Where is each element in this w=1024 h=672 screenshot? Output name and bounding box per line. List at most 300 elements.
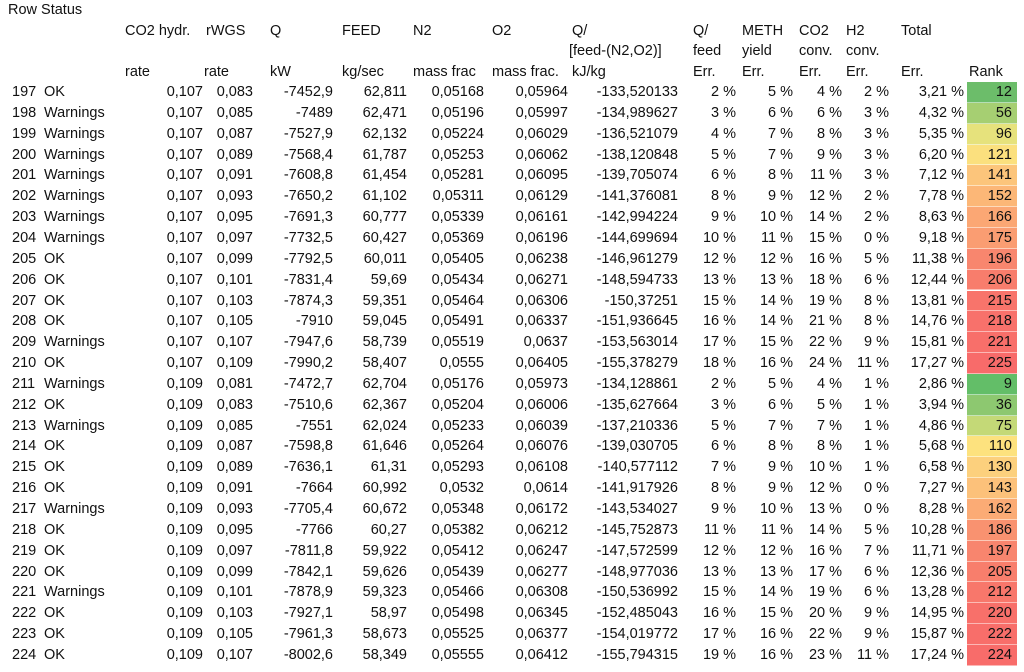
q-value: -7878,9 — [283, 584, 333, 601]
o2-mass-frac: 0,06337 — [515, 313, 568, 330]
feed-value: 60,777 — [362, 209, 407, 226]
unit-q-kw: kW — [270, 64, 291, 80]
total-err: 17,24 % — [910, 646, 964, 663]
col-header-meth-line2: yield — [742, 43, 772, 59]
h2-conv-err: 7 % — [864, 542, 889, 559]
rwgs-rate: 0,085 — [216, 417, 253, 434]
co2-conv-err: 16 % — [808, 542, 842, 559]
q-feed-err: 8 % — [711, 480, 736, 497]
q-net-value: -136,521079 — [596, 125, 678, 142]
q-net-value: -145,752873 — [596, 521, 678, 538]
q-feed-err: 16 % — [702, 605, 736, 622]
co2-conv-err: 9 % — [817, 146, 842, 163]
o2-mass-frac: 0,06377 — [515, 626, 568, 643]
row-id: 207 — [12, 292, 37, 309]
row-status: Warnings — [44, 146, 105, 163]
h2-conv-err: 2 % — [864, 84, 889, 100]
q-feed-err: 16 % — [702, 313, 736, 330]
co2-hydr-rate: 0,107 — [166, 209, 203, 226]
rank-cell: 205 — [967, 562, 1017, 583]
q-value: -7811,8 — [284, 542, 333, 559]
meth-yield-err: 7 % — [768, 125, 793, 142]
row-status: OK — [44, 480, 65, 497]
rwgs-rate: 0,099 — [216, 250, 253, 267]
rank-cell: 218 — [967, 311, 1017, 332]
col-header-meth: METH — [742, 23, 784, 39]
row-id: 212 — [12, 396, 37, 413]
row-status: OK — [44, 355, 65, 372]
total-err: 8,28 % — [918, 501, 964, 517]
n2-mass-frac: 0,05176 — [431, 375, 484, 392]
col-header-q: Q — [270, 23, 282, 39]
row-status: Warnings — [44, 125, 105, 142]
n2-mass-frac: 0,05264 — [431, 438, 484, 455]
row-id: 217 — [12, 501, 37, 517]
q-value: -7650,2 — [283, 188, 333, 205]
q-net-value: -147,572599 — [596, 542, 678, 559]
co2-conv-err: 12 % — [808, 188, 842, 205]
total-err: 10,28 % — [910, 521, 964, 538]
row-id: 198 — [12, 104, 37, 121]
q-feed-err: 10 % — [702, 229, 736, 246]
q-net-value: -146,961279 — [596, 250, 678, 267]
q-net-value: -137,210336 — [596, 417, 678, 434]
feed-value: 59,045 — [362, 313, 407, 330]
co2-conv-err: 10 % — [808, 459, 842, 476]
rwgs-rate: 0,095 — [216, 209, 253, 226]
n2-mass-frac: 0,0532 — [439, 480, 484, 497]
h2-conv-err: 3 % — [864, 167, 889, 184]
q-net-value: -144,699694 — [596, 229, 678, 246]
rank-cell: 152 — [967, 186, 1017, 207]
col-header-o2: O2 — [492, 23, 512, 39]
row-status: Warnings — [44, 104, 105, 121]
n2-mass-frac: 0,05339 — [431, 209, 484, 226]
o2-mass-frac: 0,06076 — [515, 438, 568, 455]
o2-mass-frac: 0,06247 — [515, 542, 568, 559]
feed-value: 61,646 — [362, 438, 407, 455]
feed-value: 59,626 — [362, 563, 407, 580]
co2-conv-err: 21 % — [808, 313, 842, 330]
row-status: OK — [44, 646, 65, 663]
rwgs-rate: 0,089 — [216, 459, 253, 476]
col-header-h2-conv: H2 — [846, 23, 865, 39]
col-header-q-net: Q/ — [572, 23, 588, 39]
q-net-value: -150,37251 — [604, 292, 678, 309]
feed-value: 62,704 — [362, 375, 407, 392]
total-err: 13,28 % — [910, 584, 964, 601]
total-err: 7,12 % — [918, 167, 964, 184]
meth-yield-err: 14 % — [759, 584, 793, 601]
total-err: 4,86 % — [918, 417, 964, 434]
col-header-total: Total — [901, 23, 932, 39]
row-status: OK — [44, 396, 65, 413]
col-header-rwgs: rWGS — [206, 23, 246, 39]
rwgs-rate: 0,105 — [216, 626, 253, 643]
h2-conv-err: 0 % — [864, 480, 889, 497]
meth-yield-err: 11 % — [761, 229, 793, 246]
n2-mass-frac: 0,05405 — [431, 250, 484, 267]
o2-mass-frac: 0,06306 — [515, 292, 568, 309]
unit-co2-err: Err. — [799, 64, 822, 80]
q-net-value: -148,594733 — [596, 271, 678, 288]
rank-cell: 222 — [967, 624, 1017, 645]
rwgs-rate: 0,097 — [216, 229, 253, 246]
rwgs-rate: 0,101 — [216, 271, 253, 288]
row-status: OK — [44, 605, 65, 622]
co2-conv-err: 14 % — [808, 521, 842, 538]
co2-conv-err: 24 % — [808, 355, 842, 372]
q-feed-err: 13 % — [702, 563, 736, 580]
row-status: OK — [44, 271, 65, 288]
co2-conv-err: 19 % — [808, 292, 842, 309]
q-feed-err: 12 % — [702, 250, 736, 267]
q-net-value: -138,120848 — [596, 146, 678, 163]
feed-value: 62,811 — [363, 84, 407, 100]
co2-hydr-rate: 0,109 — [166, 396, 203, 413]
meth-yield-err: 14 % — [759, 313, 793, 330]
row-status-header: Row Status — [8, 2, 83, 18]
row-status: OK — [44, 438, 65, 455]
o2-mass-frac: 0,06196 — [515, 229, 568, 246]
total-err: 4,32 % — [918, 104, 964, 121]
q-feed-err: 13 % — [702, 271, 736, 288]
unit-n2: mass frac — [413, 64, 476, 80]
q-feed-err: 17 % — [702, 626, 736, 643]
feed-value: 59,323 — [362, 584, 407, 601]
unit-total-err: Err. — [901, 64, 924, 80]
row-id: 223 — [12, 626, 37, 643]
row-status: Warnings — [44, 209, 105, 226]
rank-cell: 215 — [967, 291, 1017, 312]
co2-conv-err: 6 % — [817, 104, 842, 121]
feed-value: 58,407 — [362, 355, 407, 372]
unit-feed: kg/sec — [342, 64, 384, 80]
row-id: 220 — [12, 563, 37, 580]
h2-conv-err: 3 % — [864, 104, 889, 121]
q-value: -7961,3 — [283, 626, 333, 643]
n2-mass-frac: 0,05311 — [432, 188, 484, 205]
rwgs-rate: 0,089 — [216, 146, 253, 163]
co2-conv-err: 20 % — [808, 605, 842, 622]
q-feed-err: 9 % — [711, 501, 736, 517]
col-header-q-net-line2: [feed-(N2,O2)] — [569, 43, 662, 59]
h2-conv-err: 9 % — [864, 334, 889, 351]
rank-cell: 196 — [967, 249, 1017, 270]
q-feed-err: 7 % — [711, 459, 736, 476]
row-id: 205 — [12, 250, 37, 267]
meth-yield-err: 16 % — [759, 626, 793, 643]
o2-mass-frac: 0,06412 — [515, 646, 568, 663]
h2-conv-err: 5 % — [864, 250, 889, 267]
row-id: 219 — [12, 542, 37, 559]
rwgs-rate: 0,101 — [216, 584, 253, 601]
meth-yield-err: 14 % — [759, 292, 793, 309]
h2-conv-err: 8 % — [864, 313, 889, 330]
total-err: 14,95 % — [910, 605, 964, 622]
rank-cell: 96 — [967, 124, 1017, 145]
q-value: -7527,9 — [283, 125, 333, 142]
co2-hydr-rate: 0,109 — [166, 563, 203, 580]
feed-value: 58,739 — [362, 334, 407, 351]
total-err: 6,58 % — [918, 459, 964, 476]
n2-mass-frac: 0,05196 — [431, 104, 484, 121]
unit-o2: mass frac. — [492, 64, 559, 80]
meth-yield-err: 9 % — [768, 188, 793, 205]
q-feed-err: 6 % — [711, 438, 736, 455]
q-value: -8002,6 — [283, 646, 333, 663]
q-feed-err: 9 % — [711, 209, 736, 226]
meth-yield-err: 10 % — [759, 501, 793, 517]
h2-conv-err: 11 % — [857, 355, 889, 372]
q-value: -7874,3 — [283, 292, 333, 309]
meth-yield-err: 12 % — [759, 250, 793, 267]
q-value: -7489 — [295, 104, 333, 121]
co2-conv-err: 19 % — [808, 584, 842, 601]
q-value: -7705,4 — [283, 501, 333, 517]
co2-conv-err: 18 % — [808, 271, 842, 288]
row-status: OK — [44, 313, 65, 330]
h2-conv-err: 9 % — [864, 605, 889, 622]
q-feed-err: 2 % — [711, 375, 736, 392]
meth-yield-err: 8 % — [768, 167, 793, 184]
total-err: 8,63 % — [918, 209, 964, 226]
n2-mass-frac: 0,05293 — [431, 459, 484, 476]
row-status: OK — [44, 542, 65, 559]
total-err: 15,81 % — [910, 334, 964, 351]
unit-rwgs-rate: rate — [204, 64, 229, 80]
row-id: 214 — [12, 438, 37, 455]
h2-conv-err: 6 % — [864, 584, 889, 601]
total-err: 5,68 % — [918, 438, 964, 455]
meth-yield-err: 8 % — [768, 438, 793, 455]
unit-h2-err: Err. — [846, 64, 869, 80]
rank-cell: 224 — [967, 645, 1017, 666]
q-net-value: -153,563014 — [596, 334, 678, 351]
feed-value: 58,673 — [362, 626, 407, 643]
q-value: -7947,6 — [283, 334, 333, 351]
rwgs-rate: 0,107 — [216, 646, 253, 663]
col-header-h2-conv-line2: conv. — [846, 43, 880, 59]
rwgs-rate: 0,097 — [216, 542, 253, 559]
q-feed-err: 3 % — [711, 104, 736, 121]
q-feed-err: 4 % — [711, 125, 736, 142]
row-id: 210 — [12, 355, 37, 372]
o2-mass-frac: 0,06062 — [515, 146, 568, 163]
o2-mass-frac: 0,05997 — [515, 104, 568, 121]
rwgs-rate: 0,081 — [216, 375, 253, 392]
unit-q-net: kJ/kg — [572, 64, 606, 80]
meth-yield-err: 9 % — [768, 480, 793, 497]
n2-mass-frac: 0,05555 — [431, 646, 484, 663]
h2-conv-err: 8 % — [864, 292, 889, 309]
q-value: -7636,1 — [283, 459, 333, 476]
rank-cell: 75 — [967, 416, 1017, 437]
n2-mass-frac: 0,0555 — [439, 355, 484, 372]
n2-mass-frac: 0,05348 — [431, 501, 484, 517]
n2-mass-frac: 0,05519 — [431, 334, 484, 351]
row-status: Warnings — [44, 584, 105, 601]
q-feed-err: 8 % — [711, 188, 736, 205]
h2-conv-err: 11 % — [857, 646, 889, 663]
rwgs-rate: 0,095 — [216, 521, 253, 538]
row-status: Warnings — [44, 375, 105, 392]
col-header-co2-conv: CO2 — [799, 23, 829, 39]
co2-hydr-rate: 0,109 — [166, 521, 203, 538]
co2-hydr-rate: 0,107 — [166, 125, 203, 142]
q-net-value: -133,520133 — [596, 84, 678, 100]
h2-conv-err: 1 % — [864, 459, 889, 476]
feed-value: 58,97 — [370, 605, 407, 622]
rank-cell: 12 — [967, 82, 1017, 103]
feed-value: 60,992 — [362, 480, 407, 497]
rank-cell: 130 — [967, 457, 1017, 478]
row-id: 208 — [12, 313, 37, 330]
feed-value: 59,351 — [362, 292, 407, 309]
feed-value: 62,367 — [362, 396, 407, 413]
meth-yield-err: 9 % — [768, 459, 793, 476]
co2-hydr-rate: 0,107 — [166, 229, 203, 246]
row-id: 209 — [12, 334, 37, 351]
q-net-value: -148,977036 — [596, 563, 678, 580]
q-net-value: -154,019772 — [596, 626, 678, 643]
q-net-value: -143,534027 — [596, 501, 678, 517]
row-id: 218 — [12, 521, 37, 538]
row-id: 215 — [12, 459, 37, 476]
rank-cell: 110 — [967, 436, 1017, 457]
row-status: Warnings — [44, 501, 105, 517]
meth-yield-err: 7 % — [768, 417, 793, 434]
q-feed-err: 6 % — [711, 167, 736, 184]
rank-cell: 186 — [967, 520, 1017, 541]
rank-cell: 166 — [967, 207, 1017, 228]
q-feed-err: 19 % — [702, 646, 736, 663]
n2-mass-frac: 0,05281 — [431, 167, 484, 184]
o2-mass-frac: 0,06212 — [515, 521, 568, 538]
rwgs-rate: 0,091 — [216, 167, 253, 184]
co2-hydr-rate: 0,107 — [166, 250, 203, 267]
row-id: 216 — [12, 480, 37, 497]
q-feed-err: 3 % — [711, 396, 736, 413]
row-status: Warnings — [44, 417, 105, 434]
co2-hydr-rate: 0,109 — [166, 646, 203, 663]
co2-conv-err: 8 % — [817, 438, 842, 455]
q-value: -7792,5 — [283, 250, 333, 267]
rank-cell: 212 — [967, 582, 1017, 603]
o2-mass-frac: 0,0614 — [523, 480, 568, 497]
n2-mass-frac: 0,05168 — [431, 84, 484, 100]
q-value: -7551 — [295, 417, 333, 434]
co2-hydr-rate: 0,109 — [166, 605, 203, 622]
q-feed-err: 2 % — [711, 84, 736, 100]
rwgs-rate: 0,087 — [216, 125, 253, 142]
feed-value: 61,102 — [362, 188, 407, 205]
q-feed-err: 5 % — [711, 417, 736, 434]
row-status: OK — [44, 563, 65, 580]
rwgs-rate: 0,109 — [216, 355, 253, 372]
rank-cell: 141 — [967, 165, 1017, 186]
q-value: -7568,4 — [283, 146, 333, 163]
rank-cell: 175 — [967, 228, 1017, 249]
q-value: -7510,6 — [283, 396, 333, 413]
co2-hydr-rate: 0,109 — [166, 459, 203, 476]
o2-mass-frac: 0,06029 — [515, 125, 568, 142]
total-err: 5,35 % — [918, 125, 964, 142]
unit-meth-err: Err. — [742, 64, 765, 80]
h2-conv-err: 3 % — [864, 146, 889, 163]
q-value: -7766 — [295, 521, 333, 538]
n2-mass-frac: 0,05466 — [431, 584, 484, 601]
co2-conv-err: 23 % — [808, 646, 842, 663]
rwgs-rate: 0,083 — [216, 84, 253, 100]
row-id: 222 — [12, 605, 37, 622]
h2-conv-err: 1 % — [864, 375, 889, 392]
o2-mass-frac: 0,06277 — [515, 563, 568, 580]
row-id: 200 — [12, 146, 37, 163]
co2-conv-err: 17 % — [808, 563, 842, 580]
unit-q-err: Err. — [693, 64, 716, 80]
o2-mass-frac: 0,0637 — [523, 334, 568, 351]
o2-mass-frac: 0,05964 — [515, 84, 568, 100]
total-err: 11,38 % — [911, 250, 964, 267]
co2-hydr-rate: 0,109 — [166, 438, 203, 455]
n2-mass-frac: 0,05464 — [431, 292, 484, 309]
h2-conv-err: 2 % — [864, 209, 889, 226]
o2-mass-frac: 0,06308 — [515, 584, 568, 601]
rwgs-rate: 0,087 — [216, 438, 253, 455]
co2-conv-err: 5 % — [817, 396, 842, 413]
co2-hydr-rate: 0,107 — [166, 84, 203, 100]
q-value: -7831,4 — [283, 271, 333, 288]
feed-value: 60,27 — [370, 521, 407, 538]
n2-mass-frac: 0,05525 — [431, 626, 484, 643]
meth-yield-err: 16 % — [759, 646, 793, 663]
rank-header: Rank — [969, 64, 1003, 80]
meth-yield-err: 11 % — [761, 521, 793, 538]
h2-conv-err: 0 % — [864, 501, 889, 517]
feed-value: 62,471 — [362, 104, 407, 121]
row-status: Warnings — [44, 188, 105, 205]
co2-hydr-rate: 0,109 — [166, 480, 203, 497]
h2-conv-err: 1 % — [864, 396, 889, 413]
h2-conv-err: 6 % — [864, 271, 889, 288]
rank-cell: 220 — [967, 603, 1017, 624]
n2-mass-frac: 0,05382 — [431, 521, 484, 538]
q-feed-err: 15 % — [702, 584, 736, 601]
row-id: 206 — [12, 271, 37, 288]
row-status: Warnings — [44, 167, 105, 184]
h2-conv-err: 1 % — [864, 438, 889, 455]
h2-conv-err: 5 % — [864, 521, 889, 538]
co2-conv-err: 12 % — [808, 480, 842, 497]
o2-mass-frac: 0,06172 — [515, 501, 568, 517]
q-net-value: -139,705074 — [596, 167, 678, 184]
q-net-value: -134,989627 — [596, 104, 678, 121]
row-status: OK — [44, 292, 65, 309]
n2-mass-frac: 0,05233 — [431, 417, 484, 434]
total-err: 3,21 % — [918, 84, 964, 100]
meth-yield-err: 16 % — [759, 355, 793, 372]
total-err: 7,27 % — [918, 480, 964, 497]
n2-mass-frac: 0,05204 — [431, 396, 484, 413]
meth-yield-err: 15 % — [759, 605, 793, 622]
total-err: 11,71 % — [911, 542, 964, 559]
co2-conv-err: 14 % — [808, 209, 842, 226]
h2-conv-err: 6 % — [864, 563, 889, 580]
rank-cell: 197 — [967, 541, 1017, 562]
co2-conv-err: 4 % — [817, 375, 842, 392]
col-header-q-feed-line2: feed — [693, 43, 722, 59]
